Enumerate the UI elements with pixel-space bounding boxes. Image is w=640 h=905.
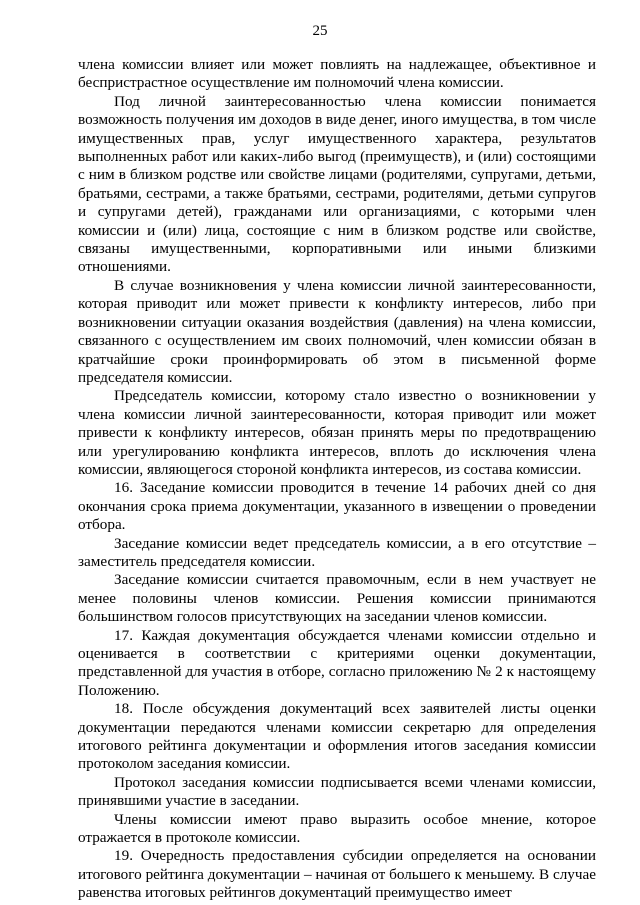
paragraph-item-18: 18. После обсуждения документаций всех заявителей листы оценки документации передаются членами комиссии секретарю для определения итогового рейтинга документации и оформления итогов заседания комиссии протоколом заседания комиссии. <box>78 700 596 773</box>
paragraph-personal-interest-definition: Под личной заинтересованностью члена комиссии понимается возможность получения им доходов в виде денег, иного имущества, в том числе имущественных прав, услуг имущественного характера, результатов выполненных работ или каких-либо выгод (преимуществ), и (или) состоящими с ним в близком родстве или свойстве лицами (родителями, супругами, детьми, братьями, сестрами, а также братьями, сестрами, родителями, детьми супругов и супругами детей), гражданами или организациями, с которыми член комиссии и (или) лица, состоящие с ним в близком родстве или свойстве, связаны имущественными, корпоративными или иными близкими отношениями. <box>78 92 596 276</box>
paragraph-item-19: 19. Очередность предоставления субсидии определяется на основании итогового рейтинга документации – начиная от большего к меньшему. В случае равенства итоговых рейтингов документаций преимущество имеет <box>78 847 596 902</box>
paragraph-chairman-measures: Председатель комиссии, которому стало известно о возникновении у члена комиссии личной заинтересованности, которая приводит или может привести к конфликту интересов, обязан принять меры по предотвращению или урегулированию конфликта интересов, вплоть до исключения члена комиссии, являющегося стороной конфликта интересов, из состава комиссии. <box>78 387 596 478</box>
paragraph-continuation: члена комиссии влияет или может повлиять на надлежащее, объективное и беспристрастное осуществление им полномочий члена комиссии. <box>78 56 596 92</box>
paragraph-meeting-chair: Заседание комиссии ведет председатель комиссии, а в его отсутствие – заместитель председателя комиссии. <box>78 534 596 570</box>
paragraph-conflict-notification: В случае возникновения у члена комиссии личной заинтересованности, которая приводит или может привести к конфликту интересов, либо при возникновении ситуации оказания воздействия (давления) на члена комиссии, связанного с осуществлением им своих полномочий, член комиссии обязан в кратчайшие сроки проинформировать об этом в письменной форме председателя комиссии. <box>78 276 596 386</box>
page-number: 25 <box>312 23 328 39</box>
paragraph-quorum: Заседание комиссии считается правомочным, если в нем участвует не менее половины членов комиссии. Решения комиссии принимаются большинством голосов присутствующих на заседании членов комиссии. <box>78 571 596 626</box>
paragraph-protocol-signing: Протокол заседания комиссии подписывается всеми членами комиссии, принявшими участие в заседании. <box>78 773 596 810</box>
paragraph-special-opinion: Члены комиссии имеют право выразить особое мнение, которое отражается в протоколе комиссии. <box>78 810 596 847</box>
paragraph-item-16: 16. Заседание комиссии проводится в течение 14 рабочих дней со дня окончания срока приема документации, указанного в извещении о проведении отбора. <box>78 479 596 534</box>
document-body <box>78 56 596 903</box>
paragraph-item-17: 17. Каждая документация обсуждается членами комиссии отдельно и оценивается в соответствии с критериями оценки документации, представленной для участия в отборе, согласно приложению № 2 к настоящему Положению. <box>78 626 596 699</box>
